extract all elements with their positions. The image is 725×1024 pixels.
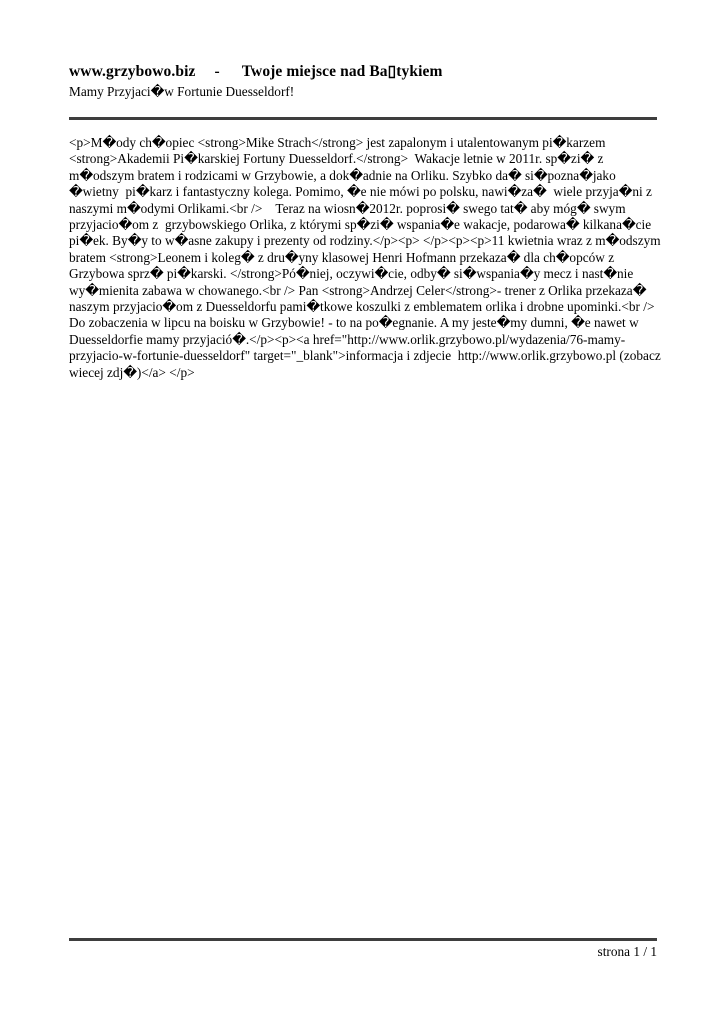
footer-divider-rule xyxy=(69,938,657,941)
header-tagline: Twoje miejsce nad Ba▯tykiem xyxy=(241,63,443,80)
article-title: Mamy Przyjaci�w Fortunie Duesseldorf! xyxy=(69,84,295,99)
page-number: strona 1 / 1 xyxy=(597,944,657,959)
header-dash-separator: - xyxy=(214,63,220,80)
header-divider-rule xyxy=(69,117,657,120)
header-site-name: www.grzybowo.biz xyxy=(69,63,196,80)
page-header-title xyxy=(69,62,443,81)
article-raw-html-source-text: <p>M�ody ch�opiec <strong>Mike Strach</strong> jest zapalonym i utalentowanym pi�karzem <strong>Akademii Pi�karskiej Fortuny Duesseldorf.</strong> Wakacje letnie w 2011r. sp�zi� z m�odszym bratem i rodzicami w Grzybowie, a dok�adnie na Orliku. Szybko da� si�pozna�jako �wietny pi�karz i fantastyczny kolega. Pomimo, �e nie mówi po polsku, nawi�za� wiele przyja�ni z naszymi m�odymi Orlikami.<br /> Teraz na wiosn�2012r. poprosi� swego tat� aby móg� swym przyjacio�om z grzybowskiego Orlika, z którymi sp�zi� wspania�e wakacje, podarowa� kilkana�cie pi�ek. By�y to w�asne zakupy i prezenty od rodziny.</p><p> </p><p><p>11 kwietnia wraz z m�odszym bratem <strong>Leonem i koleg� z dru�yny klasowej Henri Hofmann przekaza� dla ch�opców z Grzybowa sprz� pi�karski. </strong>Pó�niej, oczywi�cie, odby� si�wspania�y mecz i nast�nie wy�mienita zabawa w chowanego.<br /> Pan <strong>Andrzej Celer</strong>- trener z Orlika przekaza� naszym przyjacio�om z Duesseldorfu pami�tkowe koszulki z emblematem orlika i drobne upominki.<br /> Do zobaczenia w lipcu na boisku w Grzybowie! - to na po�egnanie. A my jeste�my dumni, �e nawet w Duesseldorfie mamy przyjació�.</p><p><a href="http://www.orlik.grzybowo.pl/wydazenia/76-mamy-przyjacio-w-fortunie-duesseldorf" target="_blank">informacja i zdjecie http://www.orlik.grzybowo.pl (zobacz wiecej zdj�)</a> </p> xyxy=(69,135,665,380)
